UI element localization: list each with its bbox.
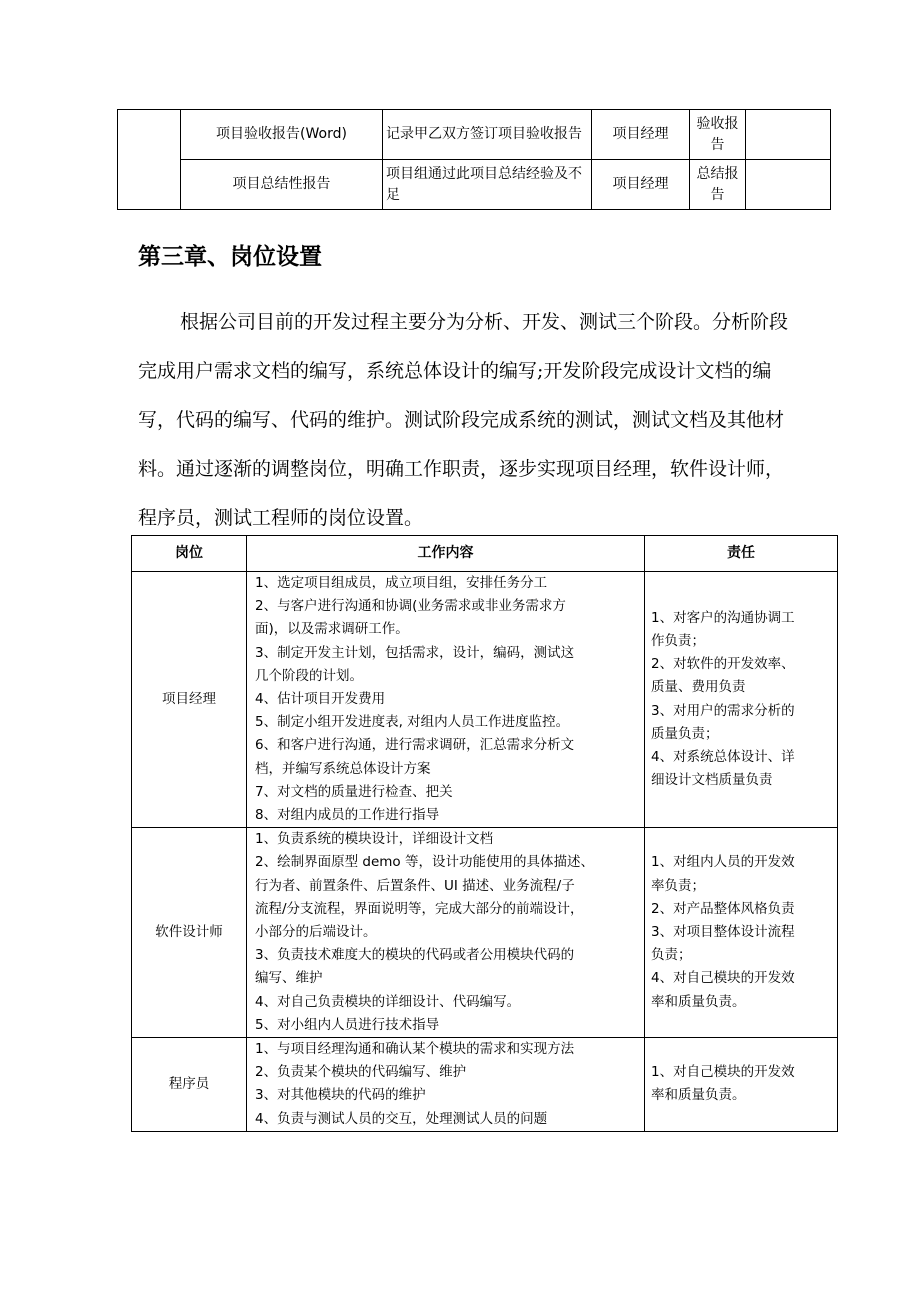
role-name: 程序员: [132, 1038, 247, 1132]
header-role: 岗位: [132, 536, 247, 572]
table-header-row: [132, 536, 838, 572]
work-content-line: 5、对小组内人员进行技术指导: [255, 1016, 440, 1033]
table-row: [132, 572, 838, 828]
remarks-cell: [746, 160, 831, 210]
work-content-line: 2、与客户进行沟通和协调(业务需求或非业务需求方: [255, 598, 566, 615]
role-work-content: [247, 572, 645, 828]
deliverable-type: 总结报告: [690, 160, 746, 210]
work-content-line: 3、制定开发主计划，包括需求，设计，编码，测试这: [255, 644, 575, 661]
responsibility-line: 3、对项目整体设计流程: [651, 924, 795, 941]
deliverable-name: 项目验收报告(Word): [181, 110, 383, 160]
responsibility-line: 1、对自己模块的开发效: [651, 1064, 795, 1081]
work-content-line: 5、制定小组开发进度表, 对组内人员工作进度监控。: [255, 714, 570, 731]
responsibility-line: 负责；: [651, 947, 692, 964]
work-content-line: 4、负责与测试人员的交互，处理测试人员的问题: [255, 1110, 548, 1127]
responsibility-line: 2、对软件的开发效率、: [651, 656, 795, 673]
header-duty: 责任: [645, 536, 838, 572]
deliverables-table: [117, 109, 831, 210]
table-row: [132, 828, 838, 1038]
role-responsibility: [645, 828, 838, 1038]
work-content-line: 4、对自己负责模块的详细设计、代码编写。: [255, 993, 521, 1010]
deliverable-owner: 项目经理: [592, 160, 690, 210]
work-content-line: 1、与项目经理沟通和确认某个模块的需求和实现方法: [255, 1041, 575, 1058]
work-content-line: 3、对其他模块的代码的维护: [255, 1087, 426, 1104]
work-content-line: 1、负责系统的模块设计，详细设计文档: [255, 831, 494, 848]
paragraph-text: 根据公司目前的开发过程主要分为分析、开发、测试三个阶段。分析阶段完成用户需求文档的编写，系统总体设计的编写;开发阶段完成设计文档的编写，代码的编写、代码的维护。测试阶段完成系统的测试，测试文档及其他材料。通过逐渐的调整岗位，明确工作职责，逐步实现项目经理，软件设计师，程序员，测试工程师的岗位设置。: [138, 311, 789, 529]
chapter-paragraph: [138, 298, 798, 543]
remarks-cell: [746, 110, 831, 160]
responsibility-line: 细设计文档质量负责: [651, 772, 773, 789]
role-name: 项目经理: [132, 572, 247, 828]
responsibility-line: 4、对系统总体设计、详: [651, 749, 795, 766]
role-work-content: [247, 1038, 645, 1132]
work-content-line: 4、估计项目开发费用: [255, 691, 386, 708]
deliverable-owner: 项目经理: [592, 110, 690, 160]
responsibility-line: 质量、费用负责: [651, 679, 746, 696]
role-name: 软件设计师: [132, 828, 247, 1038]
roles-table: [131, 535, 838, 1132]
work-content-line: 1、选定项目组成员，成立项目组，安排任务分工: [255, 575, 548, 591]
deliverable-description: 记录甲乙双方签订项目验收报告: [383, 110, 592, 160]
work-content-line: 8、对组内成员的工作进行指导: [255, 807, 440, 824]
work-content-line: 2、绘制界面原型 demo 等，设计功能使用的具体描述、: [255, 854, 594, 871]
deliverable-name: 项目总结性报告: [181, 160, 383, 210]
responsibility-line: 率和质量负责。: [651, 993, 746, 1010]
responsibility-line: 3、对用户的需求分析的: [651, 702, 795, 719]
responsibility-line: 2、对产品整体风格负责: [651, 900, 795, 917]
responsibility-line: 1、对客户的沟通协调工: [651, 609, 795, 626]
work-content-line: 6、和客户进行沟通，进行需求调研，汇总需求分析文: [255, 737, 575, 754]
work-content-line: 面)，以及需求调研工作。: [255, 621, 409, 638]
work-content-line: 编写、维护: [255, 970, 323, 987]
deliverable-description: 项目组通过此项目总结经验及不足: [383, 160, 592, 210]
phase-cell: [118, 110, 181, 210]
work-content-line: 2、负责某个模块的代码编写、维护: [255, 1064, 467, 1081]
table-row: [132, 1038, 838, 1132]
role-responsibility: [645, 1038, 838, 1132]
work-content-line: 3、负责技术难度大的模块的代码或者公用模块代码的: [255, 947, 575, 964]
chapter-title: 第三章、岗位设置: [138, 244, 322, 270]
work-content-line: 档，并编写系统总体设计方案: [255, 760, 431, 777]
role-responsibility: [645, 572, 838, 828]
responsibility-line: 作负责；: [651, 633, 705, 649]
header-content: 工作内容: [247, 536, 645, 572]
work-content-line: 7、对文档的质量进行检查、把关: [255, 783, 453, 800]
responsibility-line: 质量负责；: [651, 725, 719, 742]
work-content-line: 流程/分支流程，界面说明等，完成大部分的前端设计，: [255, 900, 584, 917]
deliverable-type: 验收报告: [690, 110, 746, 160]
table-row: [118, 160, 831, 210]
table-row: [118, 110, 831, 160]
work-content-line: 小部分的后端设计。: [255, 924, 377, 941]
responsibility-line: 率负责；: [651, 877, 705, 894]
responsibility-line: 率和质量负责。: [651, 1087, 746, 1104]
responsibility-line: 4、对自己模块的开发效: [651, 970, 795, 987]
work-content-line: 行为者、前置条件、后置条件、UI 描述、业务流程/子: [255, 877, 575, 894]
responsibility-line: 1、对组内人员的开发效: [651, 854, 795, 871]
role-work-content: [247, 828, 645, 1038]
work-content-line: 几个阶段的计划。: [255, 667, 363, 684]
